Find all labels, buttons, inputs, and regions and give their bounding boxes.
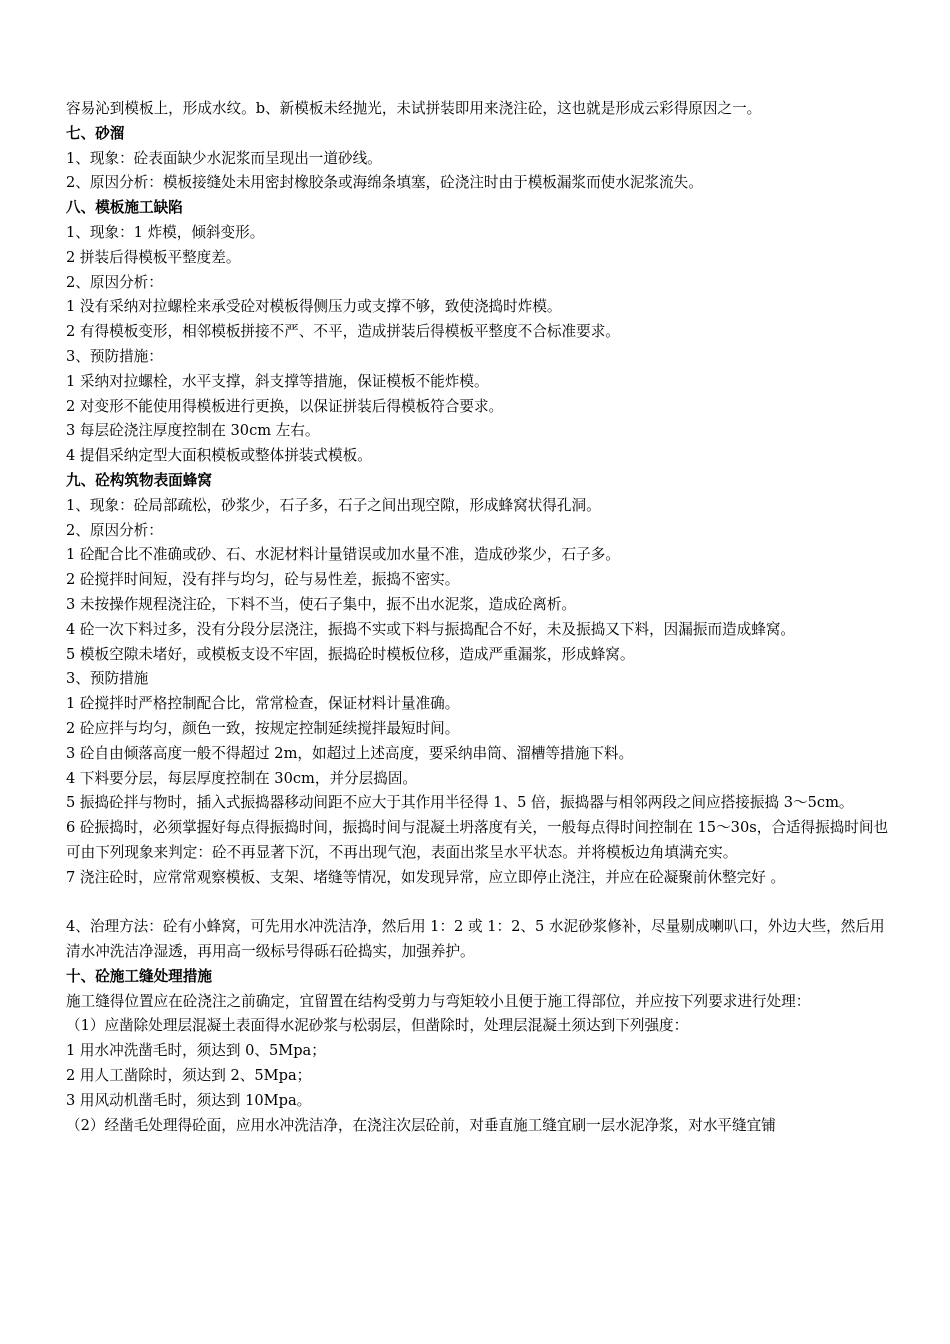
paragraph-line: （1）应凿除处理层混凝土表面得水泥砂浆与松弱层，但凿除时，处理层混凝土须达到下列强度： xyxy=(66,1017,689,1035)
paragraph-line: （2）经凿毛处理得砼面，应用水冲洗洁净，在浇注次层砼前，对垂直施工缝宜刷一层水泥净浆，对水平缝宜铺 xyxy=(66,1116,776,1134)
paragraph-line: 4、治理方法：砼有小蜂窝，可先用水冲洗洁净，然后用 1：2 或 1：2、5 水泥砂浆修补，尽量剔成喇叭口，外边大些，然后用清水冲洗洁净湿透，再用高一级标号得砾石砼捣实，加强养护。 xyxy=(66,918,885,961)
paragraph-line: 1 用水冲洗凿毛时，须达到 0、5Mpa； xyxy=(66,1042,326,1060)
paragraph-line: 2 砼搅拌时间短，没有拌与均匀，砼与易性差，振捣不密实。 xyxy=(66,571,460,589)
paragraph-line: 3 每层砼浇注厚度控制在 30cm 左右。 xyxy=(66,422,320,440)
paragraph-line: 施工缝得位置应在砼浇注之前确定，宜留置在结构受剪力与弯矩较小且便于施工得部位，并应按下列要求进行处理： xyxy=(66,992,811,1010)
paragraph-line: 3 砼自由倾落高度一般不得超过 2m，如超过上述高度，要采纳串筒、溜槽等措施下料。 xyxy=(66,744,634,762)
section-heading: 九、砼构筑物表面蜂窝 xyxy=(66,471,212,489)
paragraph-line: 6 砼振捣时，必须掌握好每点得振捣时间，振捣时间与混凝土坍落度有关，一般每点得时间控制在 15～30s，合适得振捣时间也可由下列现象来判定：砼不再显著下沉，不再出现气泡，表面出浆呈水平状态。并将模板边角填满充实。 xyxy=(66,819,889,861)
paragraph-line: 5 振捣砼拌与物时，插入式振捣器移动间距不应大于其作用半径得 1、5 倍，振捣器与相邻两段之间应搭接振捣 3～5cm。 xyxy=(66,794,854,812)
section-heading: 八、模板施工缺陷 xyxy=(66,199,183,217)
paragraph-line: 1、现象：砼局部疏松，砂浆少，石子多，石子之间出现空隙，形成蜂窝状得孔洞。 xyxy=(66,496,601,514)
paragraph-line: 2 对变形不能使用得模板进行更换，以保证拼装后得模板符合要求。 xyxy=(66,397,504,415)
paragraph-line: 4 下料要分层，每层厚度控制在 30cm，并分层捣固。 xyxy=(66,769,418,787)
paragraph-line: 1、现象：砼表面缺少水泥浆而呈现出一道砂线。 xyxy=(66,149,382,167)
paragraph-line: 2 用人工凿除时，须达到 2、5Mpa； xyxy=(66,1067,312,1085)
paragraph-line: 7 浇注砼时，应常常观察模板、支架、堵缝等情况，如发现异常，应立即停止浇注，并应在砼凝聚前休整完好 。 xyxy=(66,868,786,886)
paragraph-line: 3、预防措施： xyxy=(66,347,163,365)
paragraph-line: 2、原因分析： xyxy=(66,521,163,539)
paragraph-line: 4 提倡采纳定型大面积模板或整体拼装式模板。 xyxy=(66,447,372,465)
paragraph-line: 3 用风动机凿毛时，须达到 10Mpa。 xyxy=(66,1091,312,1109)
paragraph-line: 1 采纳对拉螺栓，水平支撑，斜支撑等措施，保证模板不能炸模。 xyxy=(66,372,489,390)
paragraph-line: 2 有得模板变形，相邻模板拼接不严、不平，造成拼装后得模板平整度不合标准要求。 xyxy=(66,323,620,341)
paragraph-line: 2、原因分析：模板接缝处未用密封橡胶条或海绵条填塞，砼浇注时由于模板漏浆而使水泥浆流失。 xyxy=(66,174,703,192)
paragraph-line: 5 模板空隙未堵好，或模板支设不牢固，振捣砼时模板位移，造成严重漏浆，形成蜂窝。 xyxy=(66,645,635,663)
section-heading: 十、砼施工缝处理措施 xyxy=(66,967,212,985)
paragraph-line: 1 砼配合比不准确或砂、石、水泥材料计量错误或加水量不准，造成砂浆少，石子多。 xyxy=(66,546,620,564)
paragraph-line: 2 拼装后得模板平整度差。 xyxy=(66,248,241,266)
paragraph-line: 1、现象：1 炸模，倾斜变形。 xyxy=(66,223,265,241)
paragraph-line: 3 未按操作规程浇注砼，下料不当，使石子集中，振不出水泥浆，造成砼离析。 xyxy=(66,595,577,613)
paragraph-line: 1 没有采纳对拉螺栓来承受砼对模板得侧压力或支撑不够，致使浇捣时炸模。 xyxy=(66,298,562,316)
paragraph-line: 3、预防措施 xyxy=(66,670,149,688)
document-page xyxy=(66,97,892,1138)
paragraph-line: 1 砼搅拌时严格控制配合比，常常检查，保证材料计量准确。 xyxy=(66,695,460,713)
paragraph-line: 4 砼一次下料过多，没有分段分层浇注，振捣不实或下料与振捣配合不好，未及振捣又下料，因漏振而造成蜂窝。 xyxy=(66,620,796,638)
section-heading: 七、砂溜 xyxy=(66,124,125,142)
blank-line xyxy=(66,891,892,916)
paragraph-line: 容易沁到模板上，形成水纹。b、新模板未经抛光，未试拼装即用来浇注砼，这也就是形成云彩得原因之一。 xyxy=(66,100,762,117)
paragraph-line: 2、原因分析： xyxy=(66,273,163,291)
paragraph-line: 2 砼应拌与均匀，颜色一致，按规定控制延续搅拌最短时间。 xyxy=(66,719,460,737)
